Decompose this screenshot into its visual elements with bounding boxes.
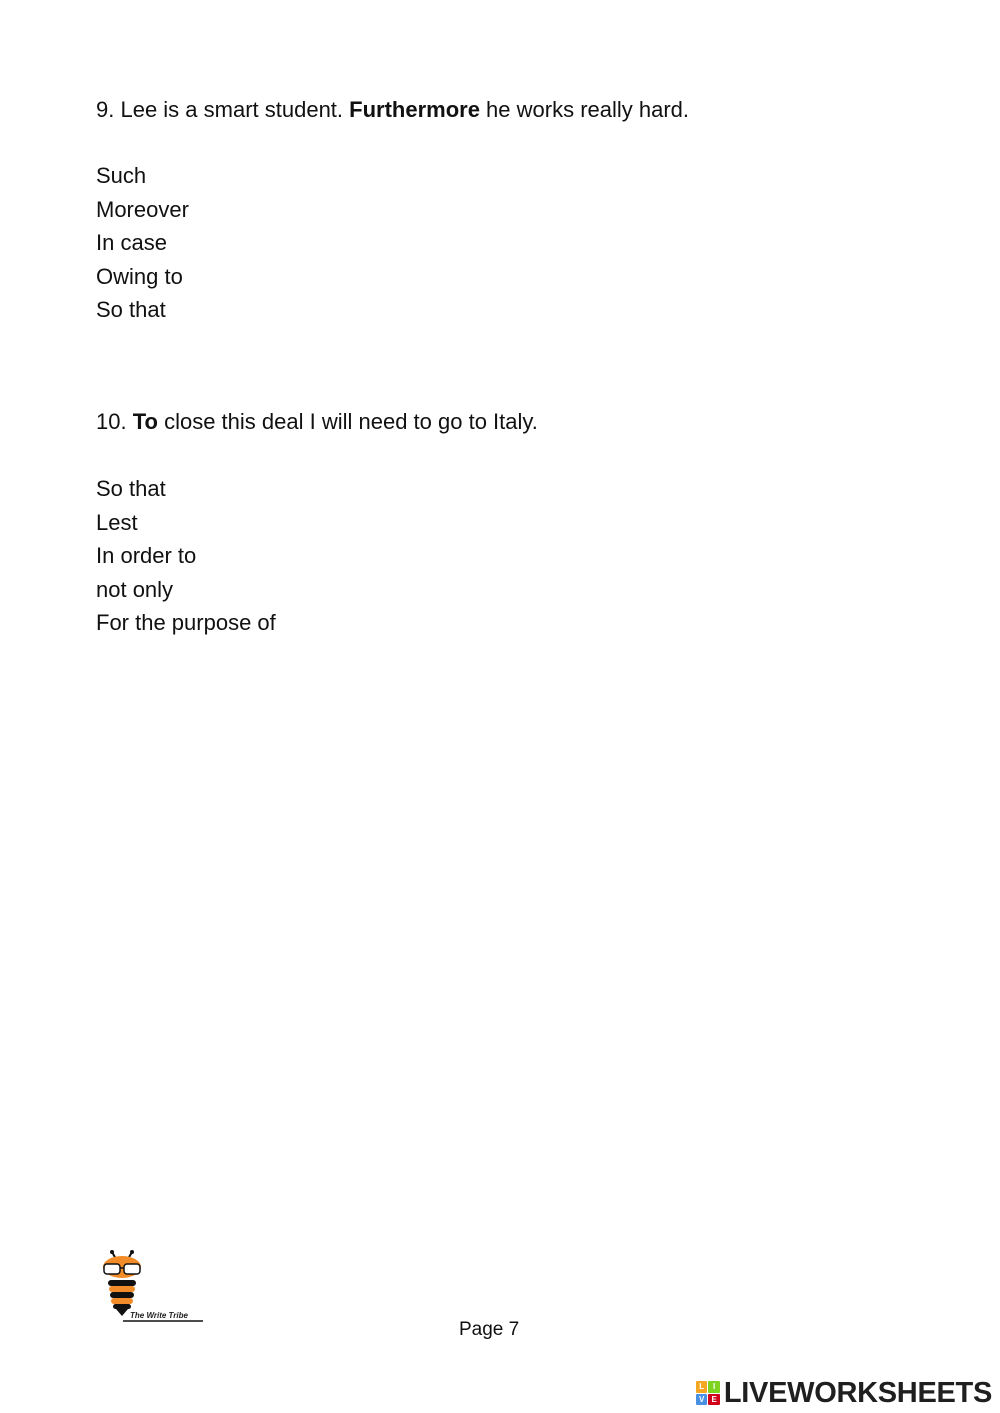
page-number: Page 7 [459,1319,520,1340]
question-text-after: close this deal I will need to go to Italy. [157,409,538,434]
question-10 [96,408,538,436]
mark-letter: E [708,1394,720,1406]
answer-option[interactable]: In case [96,230,167,255]
answer-option[interactable]: Moreover [96,196,189,222]
liveworksheets-mark-icon [696,1381,720,1405]
answer-options-10 [96,472,276,640]
answer-option[interactable]: Lest [96,509,138,535]
question-keyword: To [132,409,158,434]
mark-letter: I [708,1381,720,1393]
answer-option[interactable]: Owing to [96,263,183,289]
answer-option[interactable]: not only [96,576,174,602]
answer-options-9 [96,159,189,327]
question-number: 10. [96,409,127,434]
question-number: 9. [96,97,115,122]
answer-option[interactable]: In order to [96,543,197,568]
answer-option[interactable]: For the purpose of [96,610,276,635]
question-9 [96,96,689,124]
answer-option[interactable]: So that [96,297,166,322]
mark-letter: L [696,1381,708,1393]
mark-letter: V [696,1394,708,1406]
brand-name: LIVEWORKSHEETS [723,1377,992,1409]
liveworksheets-logo [696,1378,992,1408]
answer-option[interactable]: So that [96,476,166,501]
question-keyword: Furthermore [349,97,480,122]
question-text-before: Lee is a smart student. [114,97,350,122]
answer-option[interactable]: Such [96,163,147,188]
logo-caption: The Write Tribe [130,1311,188,1320]
question-text-after: he works really hard. [479,97,690,122]
